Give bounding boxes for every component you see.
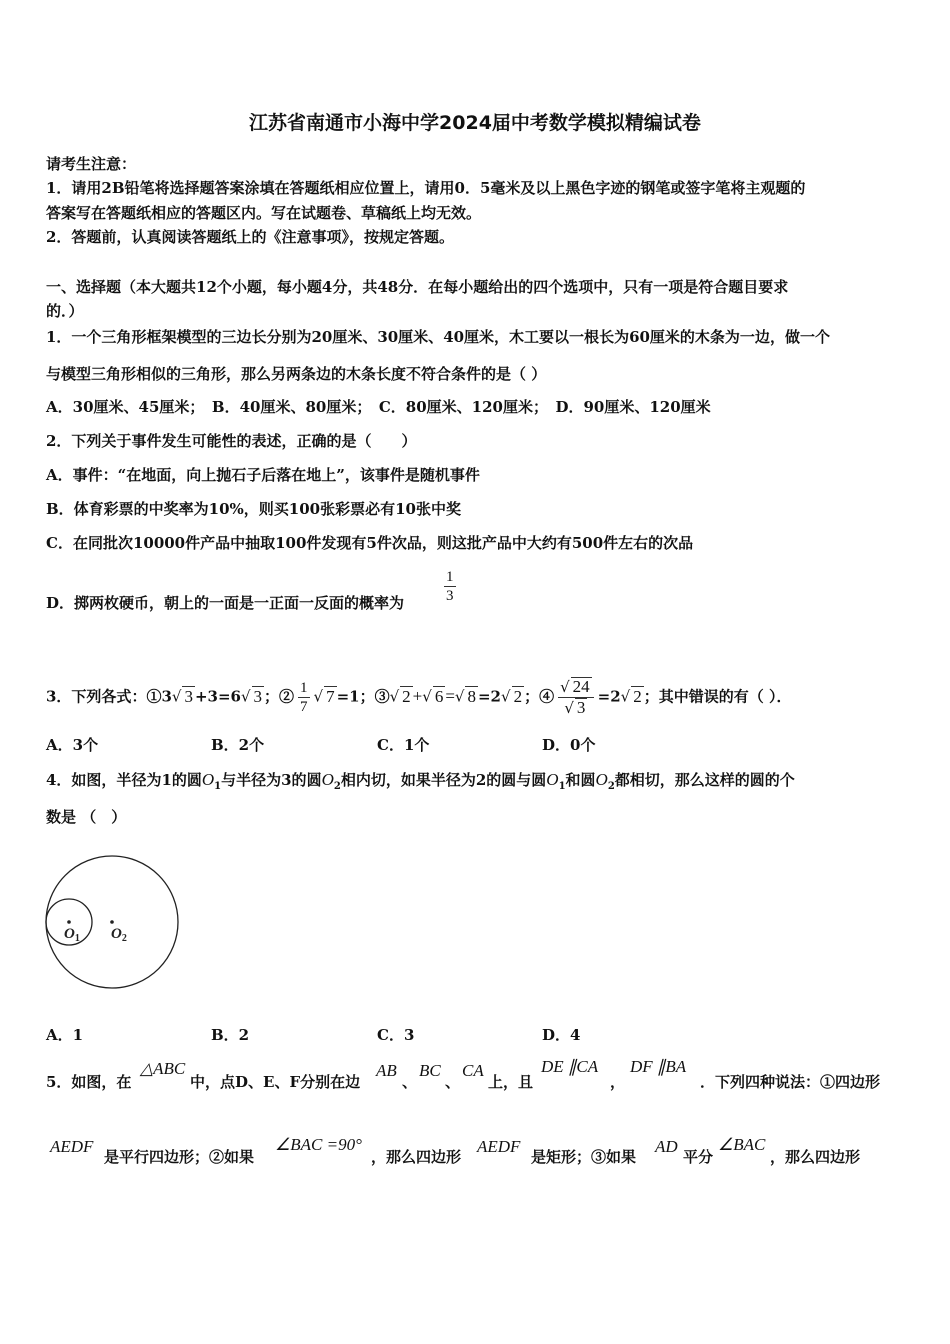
q3-text: 3．下列各式：①3 [46, 687, 172, 706]
page-title: 江苏省南通市小海中学2024届中考数学模拟精编试卷 [249, 112, 701, 134]
q3-sqrt: 7 [326, 686, 335, 706]
q5-triangle-abc: △ABC [140, 1059, 186, 1078]
circle-o2-label: O [321, 770, 334, 789]
q5-text-8: 平分 [683, 1148, 714, 1166]
q3-sqrt: 3 [253, 686, 263, 706]
q3-text: =2 [597, 687, 621, 706]
notice-line-3: 2．答题前，认真阅读答题纸上的《注意事项》，按规定答题。 [46, 228, 454, 246]
subscript: 1 [558, 781, 566, 792]
q5-comma: ， [610, 1073, 626, 1091]
notice-line-1: 1．请用2B铅笔将选择题答案涂填在答题纸相应位置上，请用0．5毫米及以上黑色字迹的钢笔或签字笔将主观题的 [46, 179, 806, 197]
q5-text-9: ，那么四边形 [770, 1148, 861, 1166]
q3-option-c: C．1个 [377, 736, 430, 754]
notice-line-2: 答案写在答题纸相应的答题区内。写在试题卷、草稿纸上均无效。 [46, 204, 482, 222]
q5-text-1: 5．如图，在 [46, 1073, 132, 1091]
q5-text-6: ，那么四边形 [371, 1148, 462, 1166]
q1-options: A．30厘米、45厘米； B．40厘米、80厘米； C．80厘米、120厘米； D．90厘米、120厘米 [46, 398, 711, 416]
fraction-numerator: 1 [446, 569, 454, 585]
subscript: 1 [214, 781, 222, 792]
q4-stem-line-1 [46, 770, 795, 797]
q3-sqrt: 3 [184, 686, 193, 706]
circle-o1-label: O [201, 770, 215, 789]
q4-text: 相内切，如果半径为2的圆与圆 [340, 771, 547, 789]
q4-stem-line-2: 数是 （ ） [46, 808, 127, 826]
circle-o2-label: O [595, 770, 608, 789]
q4-option-a: A．1 [46, 1026, 84, 1044]
center-o1-dot [67, 920, 71, 924]
q3-option-d: D．0个 [542, 736, 596, 754]
q3-text: ；其中错误的有（ ）． [643, 687, 792, 706]
q4-text: 与半径为3的圆 [221, 771, 322, 789]
fraction-numerator: 1 [300, 680, 308, 696]
q3-text: =2 [477, 687, 501, 706]
q4-circles-figure [40, 852, 185, 997]
q3-sqrt: 2 [513, 686, 523, 706]
section-heading-line-1: 一、选择题（本大题共12个小题，每小题4分，共48分．在每小题给出的四个选项中，只有一项是符合题目要求 [46, 278, 789, 296]
q3-stem: 3．下列各式：①3√ 3 +3=6√ 3 ；② $\frac{1}{7}$ √ 7 =1；③√ 2 +√ 6 =√ 8 =2√ 2 ；④ $\frac{√ 24}{√ 3}$ =2√ 2 ；其中错误的有（ ）． [46, 677, 792, 717]
q3-equals: = [445, 686, 455, 706]
q4-option-c: C．3 [377, 1026, 415, 1044]
q2-option-b: B．体育彩票的中奖率为10%，则买100张彩票必有10张中奖 [46, 500, 461, 518]
q2-option-d-fraction [444, 568, 456, 605]
q3-option-b: B．2个 [211, 736, 265, 754]
q2-option-d-text: D．掷两枚硬币，朝上的一面是一正面一反面的概率为 [46, 594, 405, 612]
subscript: 2 [607, 781, 615, 792]
q5-side-ab: AB [376, 1061, 397, 1080]
subscript: 2 [333, 781, 341, 792]
fraction-denominator: 7 [300, 699, 308, 715]
fraction-numerator: 24 [572, 677, 590, 696]
q3-text: ；② [264, 687, 295, 706]
center-o2-dot [110, 920, 114, 924]
q5-text-5: 是平行四边形；②如果 [104, 1148, 255, 1166]
circle-o1-label: O [546, 770, 559, 789]
q5-side-ca: CA [462, 1061, 484, 1080]
q5-quad-aedf: AEDF [50, 1137, 94, 1156]
q4-text: 都相切，那么这样的圆的个 [614, 771, 795, 789]
q3-sqrt: 6 [434, 686, 444, 706]
fraction-denominator: 3 [576, 698, 586, 717]
q3-fraction-1 [298, 679, 310, 716]
q5-angle-bac: ∠BAC [718, 1135, 766, 1154]
section-heading-line-2: 的．） [46, 302, 84, 320]
q5-df-parallel-ba: DF ∥BA [630, 1057, 687, 1076]
q3-text: +3=6 [194, 687, 241, 706]
q5-separator: 、 [402, 1073, 418, 1091]
q5-text-3: 上，且 [488, 1073, 534, 1091]
q4-option-b: B．2 [211, 1026, 250, 1044]
q5-segment-ad: AD [655, 1137, 678, 1156]
q5-de-parallel-ca: DE ∥CA [541, 1057, 599, 1076]
q4-text: 和圆 [565, 771, 596, 789]
q2-option-c: C．在同批次10000件产品中抽取100件发现有5件次品，则这批产品中大约有500件左右的次品 [46, 534, 694, 552]
q3-option-a: A．3个 [46, 736, 99, 754]
q3-sqrt: 8 [467, 686, 476, 706]
notice-heading: 请考生注意： [46, 155, 137, 173]
q5-text-7: 是矩形；③如果 [531, 1148, 637, 1166]
q3-sqrt: 2 [402, 686, 411, 706]
q3-plus: + [412, 686, 423, 706]
q3-text: ；④ [524, 687, 555, 706]
q5-angle-bac-90: ∠BAC =90° [275, 1135, 362, 1154]
q5-quad-aedf: AEDF [477, 1137, 521, 1156]
q2-stem: 2．下列关于事件发生可能性的表述，正确的是（ ） [46, 432, 417, 450]
q4-text: 4．如图，半径为1的圆 [46, 771, 202, 789]
figure-label-o1: $O_1$ [64, 926, 80, 944]
q2-option-d [46, 593, 404, 613]
q1-stem-line-2: 与模型三角形相似的三角形，那么另两条边的木条长度不符合条件的是（ ） [46, 365, 547, 383]
q3-sqrt: 2 [633, 686, 642, 706]
q2-option-a: A．事件：“在地面，向上抛石子后落在地上”，该事件是随机事件 [46, 466, 480, 484]
q4-option-d: D．4 [542, 1026, 581, 1044]
q5-text-4: ．下列四种说法：①四边形 [700, 1073, 881, 1091]
q3-text: =1；③ [336, 687, 390, 706]
q5-side-bc: BC [419, 1061, 441, 1080]
q5-text-2: 中，点D、E、F分别在边 [190, 1073, 361, 1091]
figure-label-o2: $O_2$ [111, 926, 127, 944]
fraction-denominator: 3 [446, 588, 454, 604]
q1-stem-line-1: 1．一个三角形框架模型的三边长分别为20厘米、30厘米、40厘米，木工要以一根长为60厘米的木条为一边，做一个 [46, 328, 830, 346]
q5-separator: 、 [445, 1073, 461, 1091]
q3-fraction-2: $\frac{√ 24}{√ 3}$ [558, 677, 594, 718]
